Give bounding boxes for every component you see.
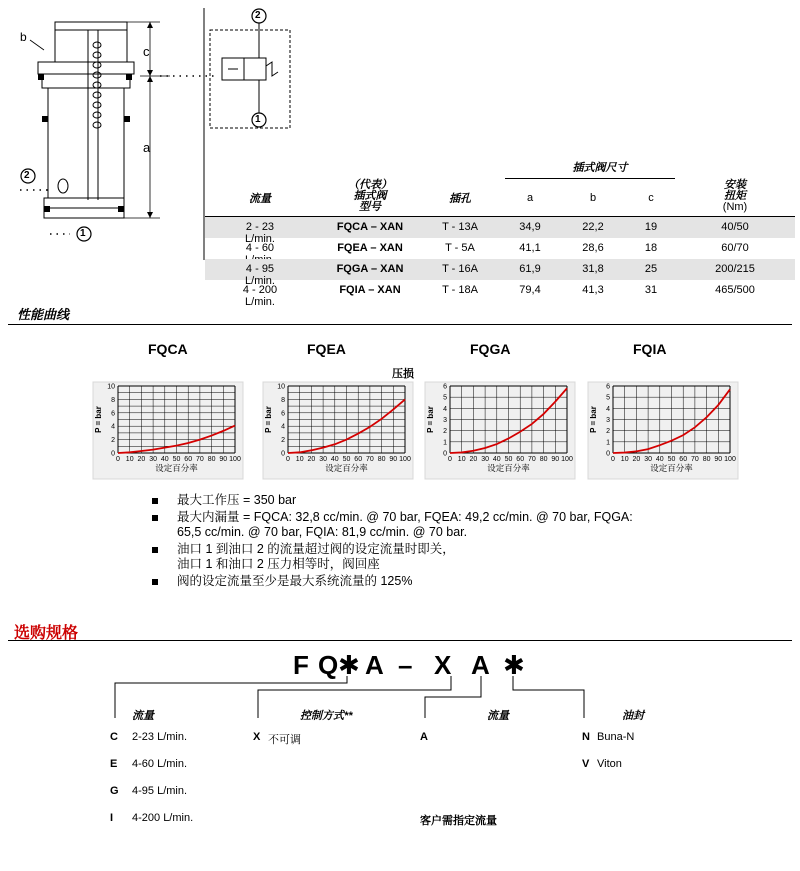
cell-model: FQEA – XAN — [337, 242, 403, 254]
y-tick-label: 2 — [281, 437, 285, 445]
x-tick-label: 80 — [539, 456, 548, 463]
bullet-text: 65,5 cc/min. @ 70 bar, FQIA: 81,9 cc/min. @ 70 bar. — [177, 525, 468, 539]
chart-title-fqia: FQIA — [633, 341, 667, 357]
option-code: X — [253, 731, 261, 743]
cell-model: FQGA – XAN — [336, 263, 404, 275]
chart-title-fqea: FQEA — [307, 341, 346, 357]
option-col-title-flow: 流量 — [132, 710, 154, 722]
option-desc: Buna-N — [597, 731, 635, 743]
cell-b: 28,6 — [582, 242, 604, 254]
x-tick-label: 100 — [724, 456, 736, 463]
cell-flow: 4 - 200 L/min. — [242, 284, 278, 308]
x-tick-label: 90 — [551, 456, 560, 463]
code-char: F — [293, 650, 309, 680]
cell-b: 22,2 — [582, 221, 604, 233]
y-axis-label: P = bar — [264, 406, 273, 433]
bullet-marker — [152, 579, 158, 585]
cell-flow: 2 - 23 L/min. — [245, 221, 275, 245]
cell-c: 19 — [644, 221, 658, 233]
x-tick-label: 100 — [399, 456, 411, 463]
port-1-label: 1 — [255, 114, 261, 125]
setting-note: 客户需指定流量 — [420, 815, 497, 827]
chart-fqga — [425, 382, 575, 479]
chart-title-fqga: FQGA — [470, 341, 511, 357]
bullet-marker — [152, 515, 158, 521]
port-2-label-side: 2 — [24, 170, 30, 181]
x-tick-label: 70 — [528, 456, 536, 463]
option-desc: 4-200 L/min. — [132, 812, 194, 824]
x-tick-label: 90 — [714, 456, 723, 463]
y-tick-label: 5 — [443, 394, 447, 402]
x-tick-label: 100 — [229, 456, 241, 463]
port-1-label-bottom: 1 — [80, 228, 86, 239]
cell-model: FQCA – XAN — [336, 221, 404, 233]
x-tick-label: 0 — [448, 456, 452, 463]
y-tick-label: 10 — [107, 383, 115, 391]
x-axis-label: 设定百分率 — [325, 464, 368, 474]
x-tick-label: 10 — [620, 456, 629, 463]
cell-a: 34,9 — [519, 221, 541, 233]
code-char: – — [398, 650, 413, 680]
y-tick-label: 6 — [443, 383, 447, 391]
x-tick-label: 40 — [492, 456, 501, 463]
x-tick-label: 30 — [319, 456, 327, 463]
bullet-text: 阀的设定流量至少是最大系统流量的 125% — [177, 574, 413, 588]
cell-b: 41,3 — [582, 284, 604, 296]
y-tick-label: 1 — [606, 439, 610, 447]
y-tick-label: 6 — [606, 383, 610, 391]
x-tick-label: 40 — [655, 456, 664, 463]
x-tick-label: 90 — [219, 456, 228, 463]
bullet-marker — [152, 547, 158, 553]
y-tick-label: 4 — [443, 405, 447, 413]
x-tick-label: 30 — [481, 456, 489, 463]
x-tick-label: 50 — [667, 456, 676, 463]
x-tick-label: 70 — [366, 456, 374, 463]
x-tick-label: 10 — [125, 456, 134, 463]
col-header-model: （代表） 插式阀 型号 — [348, 179, 392, 213]
option-desc: Viton — [597, 758, 622, 770]
option-desc: 2-23 L/min. — [132, 731, 188, 743]
col-header-flow: 流量 — [249, 193, 271, 205]
option-desc: 不可调 — [268, 734, 301, 746]
x-tick-label: 0 — [116, 456, 120, 463]
x-tick-label: 40 — [330, 456, 339, 463]
y-tick-label: 4 — [281, 423, 285, 431]
x-tick-label: 70 — [196, 456, 204, 463]
y-tick-label: 8 — [111, 396, 115, 404]
dim-label-c: c — [143, 44, 150, 59]
cell-cavity: T - 13A — [442, 221, 478, 233]
option-col-title-setting: 流量 — [487, 710, 509, 722]
option-code: I — [110, 812, 114, 824]
cell-c: 25 — [644, 263, 658, 275]
option-code: A — [420, 731, 428, 743]
col-header-b: b — [589, 192, 597, 204]
x-tick-label: 80 — [377, 456, 386, 463]
code-char: A — [471, 650, 490, 680]
x-axis-label: 设定百分率 — [650, 464, 693, 474]
col-header-c: c — [648, 192, 654, 204]
cell-a: 41,1 — [519, 242, 541, 254]
y-tick-label: 2 — [111, 437, 115, 445]
y-tick-label: 5 — [606, 394, 610, 402]
y-tick-label: 6 — [111, 410, 115, 418]
y-tick-label: 8 — [281, 396, 285, 404]
cell-a: 61,9 — [519, 263, 541, 275]
bullet-text: 最大工作压 = 350 bar — [177, 493, 297, 507]
x-tick-label: 20 — [469, 456, 478, 463]
x-axis-label: 设定百分率 — [155, 464, 198, 474]
col-header-a: a — [526, 192, 534, 204]
x-tick-label: 20 — [137, 456, 146, 463]
port-2-label: 2 — [255, 10, 261, 21]
option-code: G — [110, 785, 119, 797]
cell-torque: 60/70 — [721, 242, 749, 254]
x-tick-label: 50 — [504, 456, 513, 463]
option-col-title-seal: 油封 — [622, 710, 644, 722]
x-tick-label: 50 — [172, 456, 181, 463]
cell-cavity: T - 18A — [442, 284, 478, 296]
cell-flow: 4 - 60 — [245, 242, 275, 254]
x-tick-label: 90 — [389, 456, 398, 463]
x-tick-label: 20 — [632, 456, 641, 463]
bullet-text: 最大内漏量 = FQCA: 32,8 cc/min. @ 70 bar, FQEA: 49,2 cc/min. @ 70 bar, FQGA: — [177, 510, 633, 524]
bullet-text: 油口 1 到油口 2 的流量超过阀的设定流量时即关， — [177, 542, 455, 556]
y-axis-label: P = bar — [426, 406, 435, 433]
y-tick-label: 2 — [443, 428, 447, 436]
cell-cavity: T - 5A — [445, 242, 475, 254]
y-tick-label: 3 — [606, 417, 610, 424]
chart-title-fqca: FQCA — [148, 341, 188, 357]
y-tick-label: 10 — [277, 383, 285, 391]
option-code: C — [110, 731, 118, 743]
code-char: Q — [318, 650, 339, 680]
code-char: ✱ — [503, 650, 525, 680]
code-char: ✱ — [338, 650, 360, 680]
col-header-torque: 安装 扭矩 (Nm) — [722, 179, 748, 213]
bullet-text: 油口 1 和油口 2 压力相等时，阀回座 — [177, 557, 380, 571]
code-char: A — [365, 650, 384, 680]
x-tick-label: 10 — [295, 456, 304, 463]
cartridge-dimensions-header: 插式阀尺寸 — [572, 162, 628, 174]
cell-c: 18 — [644, 242, 658, 254]
cell-c: 31 — [644, 284, 658, 296]
ordering-section-rule — [8, 640, 792, 641]
bullet-marker — [152, 498, 158, 504]
cell-b: 31,8 — [582, 263, 604, 275]
y-axis-label: P = bar — [589, 406, 598, 433]
cell-a: 79,4 — [519, 284, 541, 296]
dim-label-b: b — [20, 30, 27, 44]
x-tick-label: 60 — [184, 456, 193, 463]
col-header-cavity: 插孔 — [449, 193, 471, 205]
y-tick-label: 0 — [443, 450, 447, 458]
x-tick-label: 30 — [644, 456, 652, 463]
option-code: V — [582, 758, 590, 770]
x-tick-label: 20 — [307, 456, 316, 463]
chart-fqca — [93, 382, 243, 479]
option-code: E — [110, 758, 118, 770]
x-tick-label: 0 — [286, 456, 290, 463]
ordering-section-title: 选购规格 — [14, 625, 79, 642]
x-tick-label: 60 — [679, 456, 688, 463]
y-tick-label: 4 — [606, 405, 610, 413]
cell-flow: 4 - 95 L/min. — [245, 263, 275, 287]
x-tick-label: 30 — [149, 456, 157, 463]
option-desc: 4-95 L/min. — [132, 785, 188, 797]
y-axis-label: P = bar — [94, 406, 103, 433]
x-axis-label: 设定百分率 — [487, 464, 530, 474]
x-tick-label: 0 — [611, 456, 615, 463]
x-tick-label: 40 — [160, 456, 169, 463]
dim-label-a: a — [143, 140, 151, 155]
x-tick-label: 60 — [516, 456, 525, 463]
option-desc: 4-60 L/min. — [132, 758, 188, 770]
x-tick-label: 10 — [457, 456, 466, 463]
y-tick-label: 0 — [111, 450, 115, 458]
y-tick-label: 0 — [606, 450, 610, 458]
x-tick-label: 80 — [207, 456, 216, 463]
cell-torque: 200/215 — [715, 263, 755, 275]
pressure-drop-label: 压损 — [392, 368, 414, 380]
cell-model: FQIA – XAN — [339, 284, 401, 296]
y-tick-label: 1 — [443, 439, 447, 447]
y-tick-label: 4 — [111, 423, 115, 431]
option-code: N — [582, 731, 590, 743]
option-col-title-control: 控制方式** — [300, 710, 353, 722]
chart-fqea — [263, 382, 413, 479]
code-char: X — [434, 650, 452, 680]
y-tick-label: 6 — [281, 410, 285, 418]
chart-fqia — [588, 382, 738, 479]
performance-section-title: 性能曲线 — [17, 307, 70, 322]
cell-torque: 40/50 — [721, 221, 749, 233]
y-tick-label: 2 — [606, 428, 610, 436]
y-tick-label: 3 — [443, 417, 447, 424]
x-tick-label: 50 — [342, 456, 351, 463]
x-tick-label: 80 — [702, 456, 711, 463]
x-tick-label: 60 — [354, 456, 363, 463]
x-tick-label: 70 — [691, 456, 699, 463]
cell-cavity: T - 16A — [442, 263, 478, 275]
cell-torque: 465/500 — [715, 284, 755, 296]
y-tick-label: 0 — [281, 450, 285, 458]
x-tick-label: 100 — [561, 456, 573, 463]
